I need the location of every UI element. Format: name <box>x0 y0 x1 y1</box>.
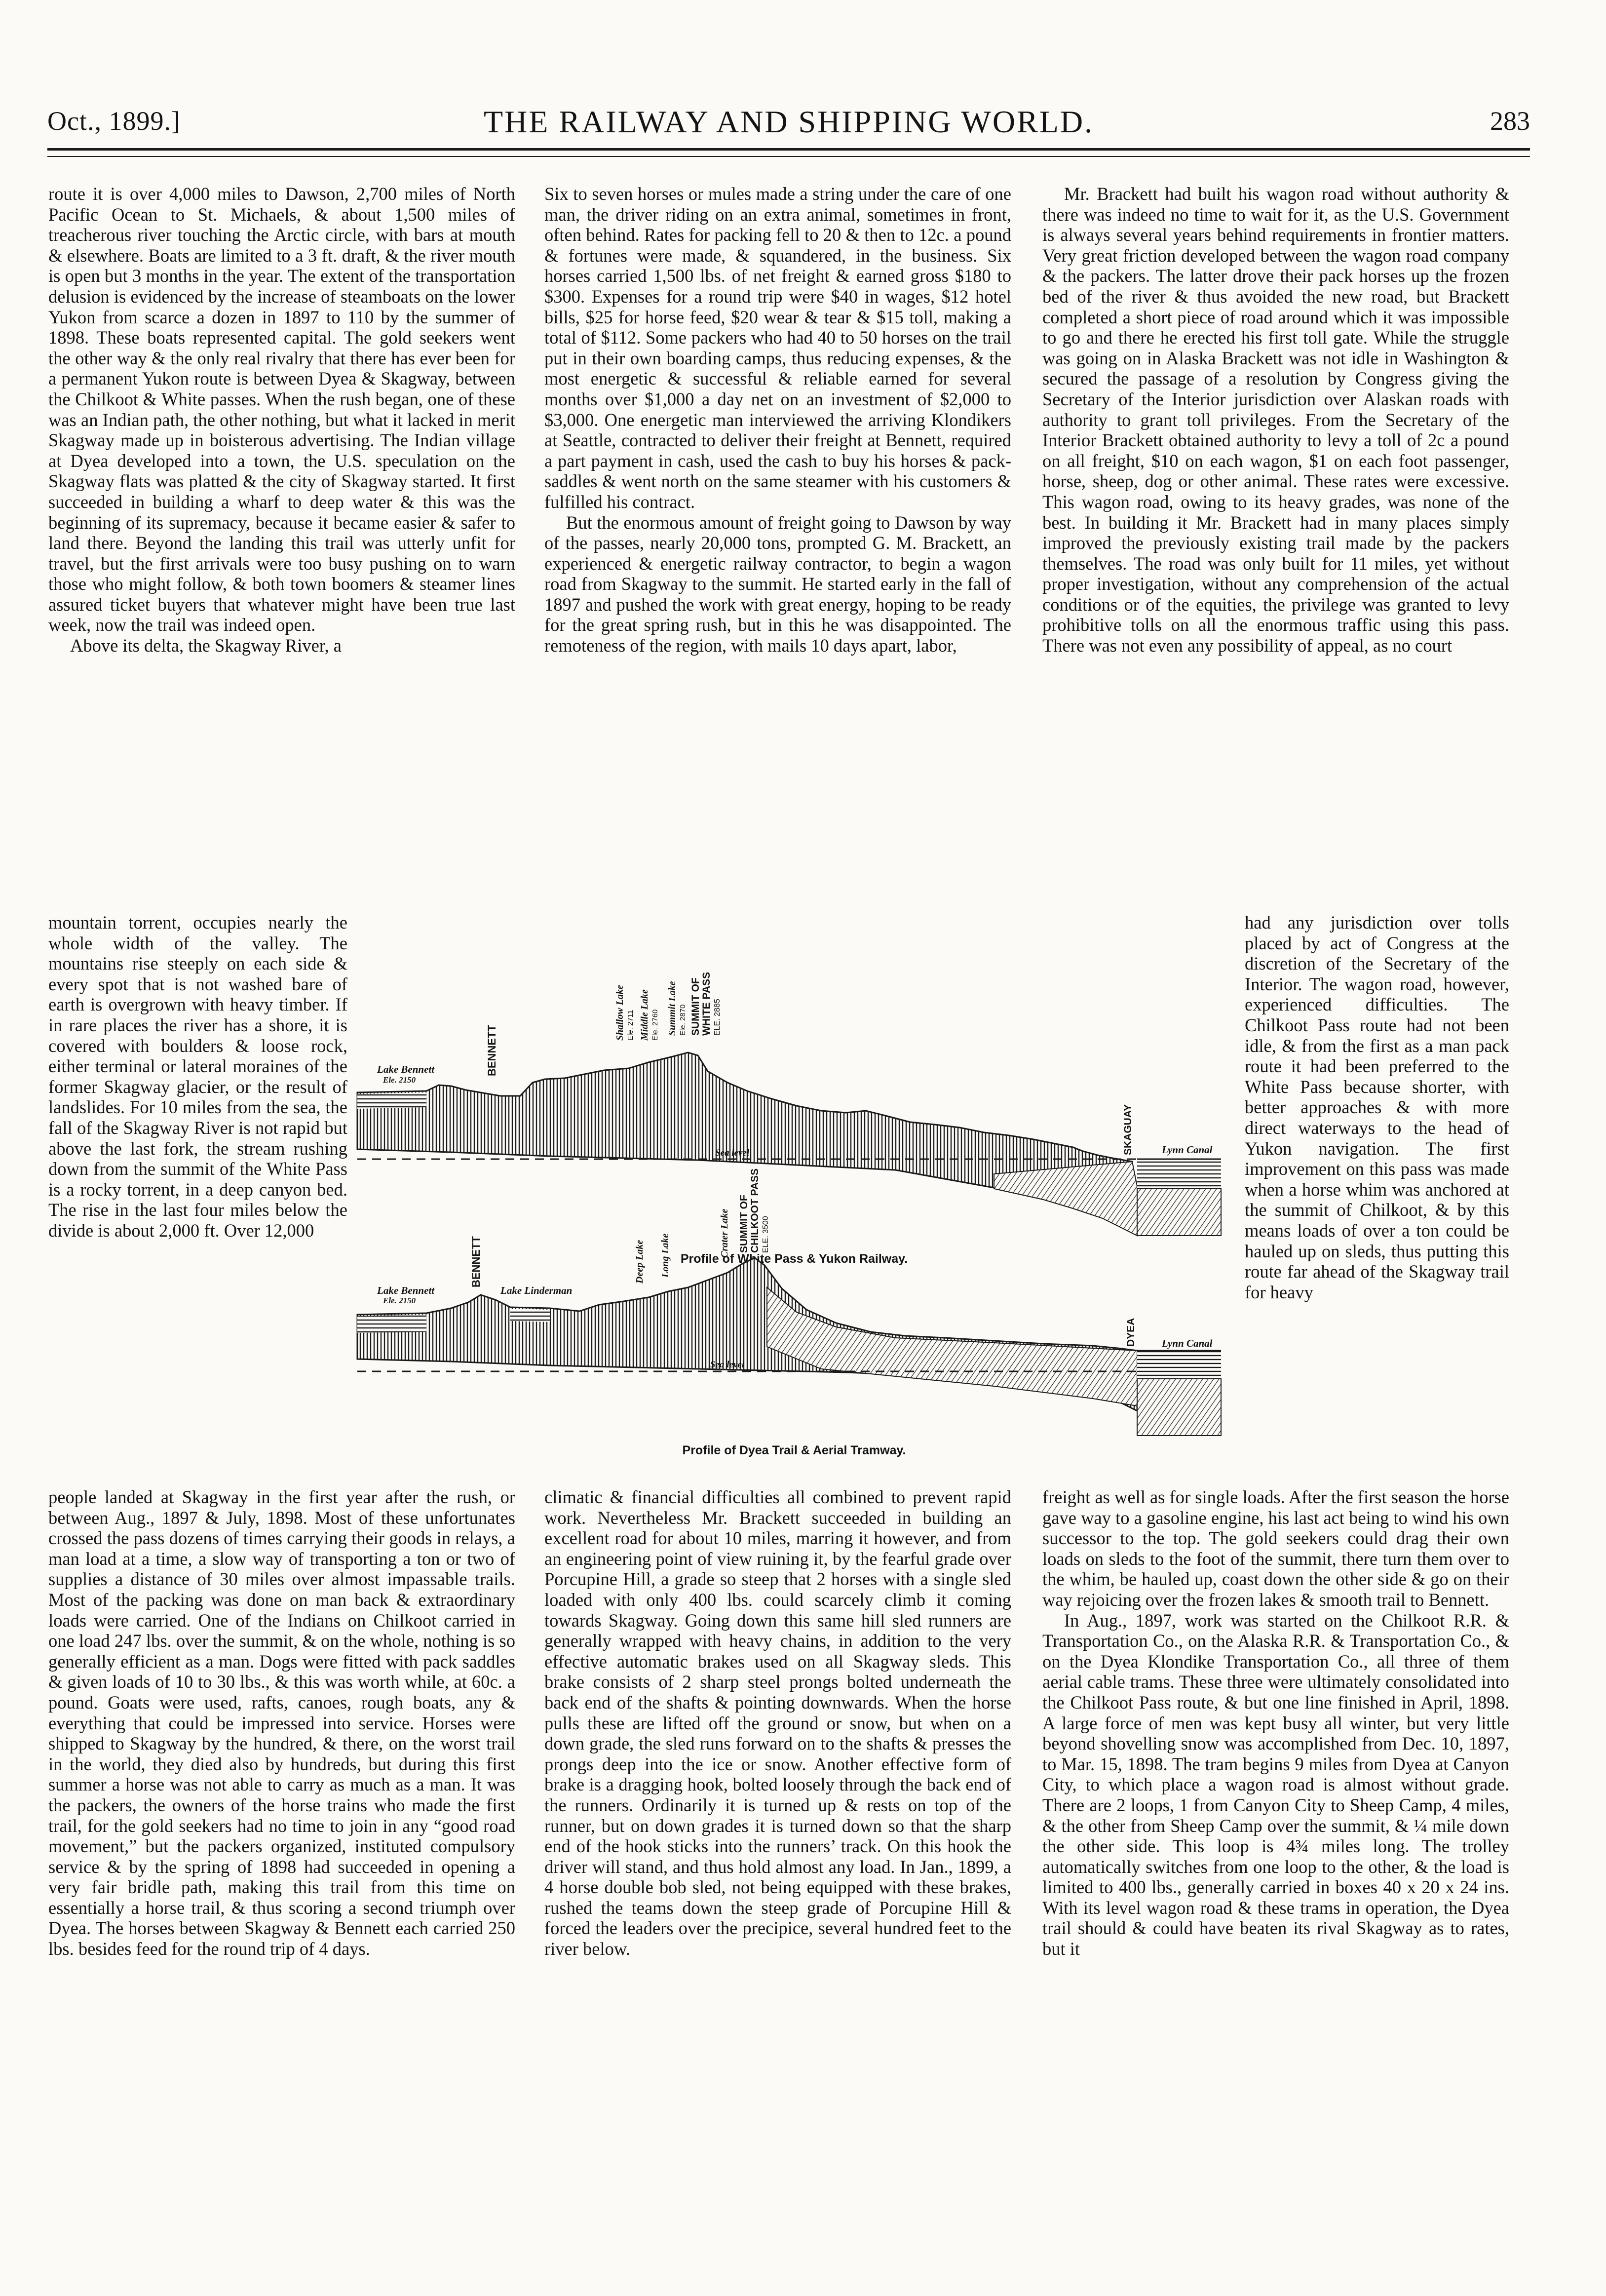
fig1-summit-line1: SUMMIT OF <box>690 977 701 1036</box>
fig2-summit-ele: ELE. 3500 <box>762 1216 770 1253</box>
header-rule-thick <box>47 148 1530 151</box>
fig1-skaguay-label: SKAGUAY <box>1122 1104 1134 1155</box>
fig1-lynn-canal-label: Lynn Canal <box>1162 1144 1213 1156</box>
column-3-narrow <box>1245 912 1509 1302</box>
paragraph: Above its delta, the Skagway River, a <box>70 635 342 656</box>
paragraph: people landed at Skagway in the first year after the rush, or between Aug., 1897 & July, 1898. Most of these unfortunates crossed the pass dozens of times carrying their goods in relays, a man load at a time, a slow way of transporting a ton or two of supplies a distance of 30 miles over almost impassable trails. Most of the packing was done on man back & extraordinary loads were carried. One of the Indians on Chilkoot carried in one load 247 lbs. over the summit, & on the whole, nothing is so generally efficient as a man. Dogs were fitted with pack saddles & given loads of 10 to 30 lbs., & this was worth while, at 60c. a pound. Goats were used, rafts, canoes, rough boats, any & everything that could be impressed into service. Horses were shipped to Skagway by the hundred, & there, on the worst trail in the world, they died also by hundreds, but during this first summer a horse was not able to carry as much as a man. It was the packers, the owners of the horse trains who made the first trail, for the gold seekers had no time to join in any “good road movement,” but the packers organized, instituted compulsory service & by the spring of 1898 had succeeded in opening a very fair bridle path, making this trail from this time on essentially a horse trail, & thus scoring a second triumph over Dyea. The horses between Skagway & Bennett each carried 250 lbs. besides feed for the round trip of 4 days. <box>48 1487 515 1959</box>
fig2-summit-line1: SUMMIT OF <box>738 1195 750 1253</box>
fig1-summit-lake-ele: Ele. 2870 <box>679 1004 687 1036</box>
fig1-shallow-lake-label: Shallow Lake <box>614 985 625 1041</box>
lake-bennett-water <box>357 1092 426 1109</box>
fig2-lake-linderman-label: Lake Linderman <box>500 1284 573 1296</box>
fig2-lake-bennett-label: Lake Bennett <box>377 1284 435 1296</box>
paragraph: climatic & financial difficulties all combined to prevent rapid work. Nevertheless Mr. Brackett succeeded in building an excellent road for about 10 miles, marring it however, and from an engineering point of view ruining it, by the fearful grade over Porcupine Hill, a grade so steep that 2 horses with a single sled loaded with only 400 lbs. could scarcely climb it coming towards Skagway. Going down this same hill sled runners are generally wrapped with heavy chains, in addition to the very effective automatic brakes used on all Skagway sleds. This brake consists of 2 sharp steel prongs bolted underneath the back end of the shafts & pointing downwards. When the horse pulls these are lifted off the ground or snow, but when on a down grade, the sled runs forward on to the shafts & presses the prongs deep into the ice or snow. Another effective form of brake is a dragging hook, bolted loosely through the back end of the runners. Ordinarily it is turned up & rests on top of the runner, but on down grades it is turned down so that the sharp end of the hook sticks into the runners’ track. On this hook the driver will stand, and thus hold almost any load. In Jan., 1899, a 4 horse double bob sled, not being equipped with these brakes, rushed the teams down the steep grade of Porcupine Hill & forced the leaders over the precipice, several hundred feet to the river below. <box>544 1487 1011 1959</box>
column-2-bottom <box>544 1487 1011 1959</box>
fig2-summit-line2: CHILKOOT PASS <box>749 1168 761 1253</box>
fig2-sea-level-label: Sea level <box>710 1360 745 1370</box>
fig1-shallow-lake-ele: Ele. 2711 <box>626 1010 635 1041</box>
fig1-middle-lake-label: Middle Lake <box>639 989 650 1041</box>
fig1-middle-lake-ele: Ele. 2760 <box>651 1009 659 1041</box>
fig2-lynn-canal-water <box>1137 1351 1221 1379</box>
fig2-dyea-label: DYEA <box>1125 1318 1137 1347</box>
journal-title: THE RAILWAY AND SHIPPING WORLD. <box>483 104 1094 139</box>
column-1-narrow <box>48 912 347 1241</box>
fig2-caption: Profile of Dyea Trail & Aerial Tramway. <box>682 1443 906 1457</box>
profiles-figure <box>352 912 1236 1487</box>
white-pass-deep-rock <box>994 1162 1137 1236</box>
lynn-canal-water <box>1137 1159 1221 1189</box>
column-1-top <box>48 184 515 656</box>
paragraph: mountain torrent, occupies nearly the whole width of the valley. The mountains rise steeply on each side & every spot that is not washed bare of earth is overgrown with heavy timber. If in rare places the river has a shore, it is covered with boulders & loose rock, either terminal or lateral moraines of the former Skagway glacier, or the result of landslides. For 10 miles from the sea, the fall of the Skagway River is not rapid but above the last fork, the stream rushing down from the summit of the White Pass is a rocky torrent, in a deep canyon bed. The rise in the last four miles below the divide is about 2,000 ft. Over 12,000 <box>48 912 347 1241</box>
header-rule-thin <box>47 156 1530 157</box>
fig2-bennett-label: BENNETT <box>470 1236 482 1287</box>
paragraph: freight as well as for single loads. After the first season the horse gave way to a gasoline engine, his last act being to wind his own successor to the top. The gold seekers could drag their own loads on sleds to the foot of the summit, there turn them over to the whim, be hauled up, coast down the other side & go on their way rejoicing over the frozen lakes & smooth trail to Bennett. <box>1042 1487 1509 1610</box>
page-header <box>47 99 1530 143</box>
dyea-seafloor <box>1137 1379 1221 1436</box>
paragraph: Six to seven horses or mules made a string under the care of one man, the driver riding on an extra animal, sometimes in front, often behind. Rates for packing fell to 20 & then to 12c. a pound & fortunes were made, & squandered, in the business. Six horses carried 1,500 lbs. of net freight & earned gross $180 to $300. Expenses for a round trip were $40 in wages, $12 hotel bills, $25 for horse feed, $20 wear & tear & $15 toll, making a total of $112. Some packers who had 40 to 50 horses on the trail put in their own boarding camps, thus reducing expenses, & the most energetic & successful & reliable earned for several months over $1,000 a day net on an investment of $2,000 to $3,000. One energetic man interviewed the arriving Klondikers at Seattle, contracted to deliver their freight at Bennett, required a part payment in cash, used the cash to buy his horses & pack-saddles & went north on the same steamer with his customers & fulfilled his contract. <box>544 184 1011 512</box>
paragraph: Mr. Brackett had built his wagon road without authority & there was indeed no time to wait for it, as the U.S. Government is always several years behind requirements in frontier matters. Very great friction developed between the wagon road company & the packers. The latter drove their pack horses up the frozen bed of the river & thus avoided the new road, but Brackett completed a short piece of road around which it was impossible to go and there he erected his first toll gate. While the struggle was going on in Alaska Brackett was not idle in Washington & secured the passage of a resolution by Congress giving the Secretary of the Interior jurisdiction over Alaskan roads with authority to grant toll privileges. From the Secretary of the Interior Brackett obtained authority to levy a toll of 2c a pound on all freight, $10 on each wagon, $1 on each foot passenger, horse, sheep, dog or other animal. These rates were excessive. This wagon road, owing to its heavy grades, was none of the best. In building it Mr. Brackett had in many places simply improved the previously existing trail made by the packers themselves. The road was only built for 11 miles, yet without proper investigation, without any comprehension of the actual conditions or of the equities, the privilege was granted to levy prohibitive tolls on all the enormous traffic using this pass. There was not even any possibility of appeal, as no court <box>1042 184 1509 656</box>
lake-linderman-water <box>510 1309 550 1322</box>
column-2-top <box>544 184 1011 656</box>
column-3-bottom <box>1042 1487 1509 1959</box>
profiles-svg <box>352 912 1236 1487</box>
fig2-crater-lake-label: Crater Lake <box>719 1208 730 1258</box>
page-number: 283 <box>1490 106 1530 136</box>
fig1-caption: Profile of White Pass & Yukon Railway. <box>680 1252 908 1266</box>
fig1-lake-bennett-label: Lake Bennett <box>377 1063 435 1075</box>
fig2-lake-bennett-water <box>357 1315 426 1333</box>
fig1-bennett-label: BENNETT <box>486 1025 498 1076</box>
white-pass-profile <box>357 972 1221 1266</box>
fig1-summit-lake-label: Summit Lake <box>667 981 678 1036</box>
fig2-deep-lake-label: Deep Lake <box>634 1240 645 1284</box>
fig2-lynn-canal-label: Lynn Canal <box>1162 1337 1213 1349</box>
fig1-summit-ele: ELE. 2885 <box>713 999 722 1036</box>
white-pass-seafloor <box>1137 1189 1221 1236</box>
fig1-lake-bennett-ele: Ele. 2150 <box>383 1075 416 1085</box>
column-1-bottom <box>48 1487 515 1959</box>
fig2-lake-bennett-ele: Ele. 2150 <box>383 1296 416 1305</box>
issue-date: Oct., 1899.] <box>47 106 181 136</box>
column-3-top <box>1042 184 1509 656</box>
paragraph: But the enormous amount of freight going to Dawson by way of the passes, nearly 20,000 tons, prompted G. M. Brackett, an experienced & energetic railway contractor, to begin a wagon road from Skagway to the summit. He started early in the fall of 1897 and pushed the work with great energy, hoping to be ready for the great spring rush, but in this he was disappointed. The remoteness of the region, with mails 10 days apart, labor, <box>544 512 1011 656</box>
fig1-sea-level-label: Sea level <box>715 1148 750 1158</box>
paragraph: route it is over 4,000 miles to Dawson, 2,700 miles of North Pacific Ocean to St. Michaels, & about 1,500 miles of treacherous river touching the Arctic circle, with bars at mouth & elsewhere. Boats are limited to a 3 ft. draft, & the river mouth is open but 3 months in the year. The extent of the transportation delusion is evidenced by the increase of steamboats on the lower Yukon from scarce a dozen in 1897 to 110 by the summer of 1898. These boats represented capital. The gold seekers went the other way & the only real rivalry that there has ever been for a permanent Yukon route is between Dyea & Skagway, between the Chilkoot & White passes. When the rush began, one of these was an Indian path, the other nothing, but what it lacked in merit Skagway made up in boisterous advertising. The Indian village at Dyea developed into a town, the U.S. speculation on the Skagway flats was platted & the city of Skagway started. It first succeeded in building a wharf to deep water & this was the beginning of its supremacy, because it became easier & safer to land there. Beyond the landing this trail was utterly unfit for travel, but the first arrivals were too busy pushing on to warn those who might follow, & both town boomers & steamer lines assured ticket buyers that whatever might have been true last week, now the trail was indeed open. <box>48 184 515 635</box>
paragraph: had any jurisdiction over tolls placed by act of Congress at the discretion of the Secretary of the Interior. The wagon road, however, experienced difficulties. The Chilkoot Pass route had not been idle, & from the first as a man pack route it had been preferred to the White Pass because shorter, with better approaches & with more direct waterways to the head of Yukon navigation. The first improvement on this pass was made when a horse whim was anchored at the summit of Chilkoot, & by this means loads of over a ton could be hauled up on sleds, thus putting this route far ahead of the Skagway trail for heavy <box>1245 912 1509 1302</box>
paragraph: In Aug., 1897, work was started on the Chilkoot R.R. & Transportation Co., on the Alaska R.R. & Transportation Co., & on the Dyea Klondike Transportation Co., all three of them aerial cable trams. These three were ultimately consolidated into the Chilkoot Pass route, & but one line finished in April, 1898. A large force of men was kept busy all winter, but very little beyond shovelling snow was accomplished from Dec. 10, 1897, to Mar. 15, 1898. The tram begins 9 miles from Dyea at Canyon City, to which place a wagon road is almost without grade. There are 2 loops, 1 from Canyon City to Sheep Camp, 4 miles, & the other from Sheep Camp over the summit, & ¼ mile down the other side. This loop is 4¾ miles long. The trolley automatically switches from one loop to the other, & the load is limited to 400 lbs., generally carried in boxes 40 x 20 x 24 ins. With its level wagon road & these trams in operation, the Dyea trail should & could have beaten its rival Skagway as to rates, but it <box>1042 1610 1509 1959</box>
fig2-long-lake-label: Long Lake <box>660 1233 671 1278</box>
fig1-summit-line2: WHITE PASS <box>701 972 712 1036</box>
